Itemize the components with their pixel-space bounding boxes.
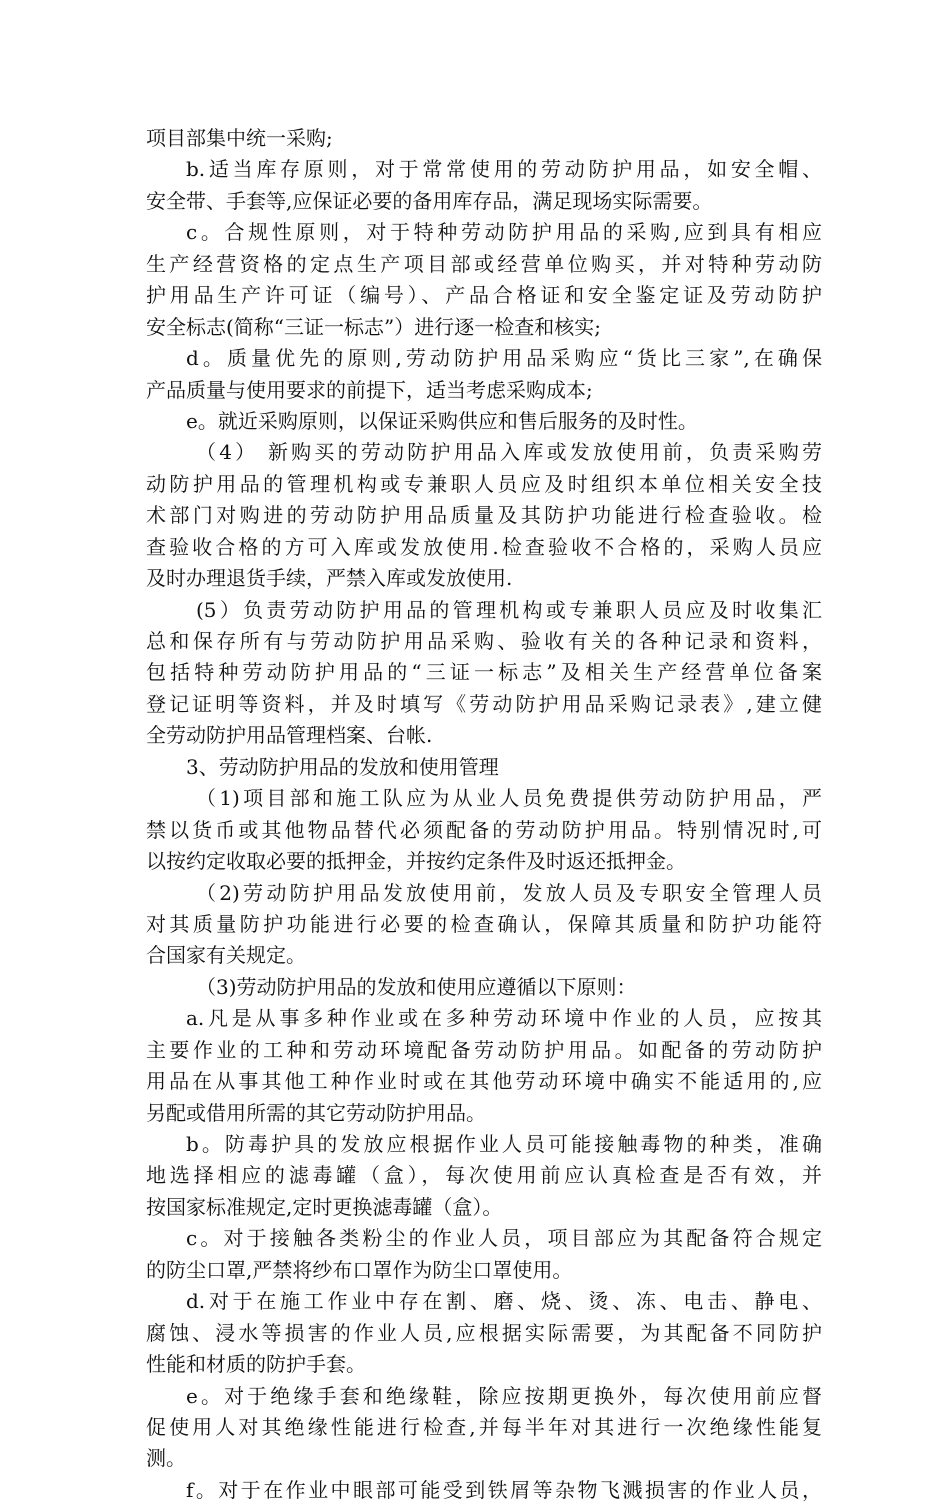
text-line: 护用品生产许可证（编号）、产品合格证和安全鉴定证及劳动防护 bbox=[146, 283, 822, 308]
text-line: （4） 新购买的劳动防护用品入库或发放使用前，负责采购劳 bbox=[196, 440, 822, 465]
text-line: 查验收合格的方可入库或发放使用.检查验收不合格的，采购人员应 bbox=[146, 534, 822, 559]
text-line: （2)劳动防护用品发放使用前，发放人员及专职安全管理人员 bbox=[196, 880, 822, 905]
text-line: e。就近采购原则，以保证采购供应和售后服务的及时性。 bbox=[186, 408, 698, 433]
text-line: 全劳动防护用品管理档案、台帐. bbox=[146, 723, 433, 748]
text-line: 产品质量与使用要求的前提下，适当考虑采购成本; bbox=[146, 377, 593, 402]
text-line: 按国家标准规定,定时更换滤毒罐（盒）。 bbox=[146, 1194, 503, 1219]
text-line: 另配或借用所需的其它劳动防护用品。 bbox=[146, 1100, 486, 1125]
text-line: 对其质量防护功能进行必要的检查确认，保障其质量和防护功能符 bbox=[146, 911, 822, 936]
text-line: a.凡是从事多种作业或在多种劳动环境中作业的人员，应按其 bbox=[186, 1006, 822, 1031]
text-line: 及时办理退货手续，严禁入库或发放使用. bbox=[146, 566, 513, 591]
text-line: c。合规性原则，对于特种劳动防护用品的采购,应到具有相应 bbox=[186, 220, 822, 245]
text-line: 包括特种劳动防护用品的“三证一标志”及相关生产经营单位备案 bbox=[146, 660, 822, 685]
text-line: b。防毒护具的发放应根据作业人员可能接触毒物的种类，准确 bbox=[186, 1132, 822, 1156]
text-line: 测。 bbox=[146, 1446, 186, 1471]
text-line: 安全带、手套等,应保证必要的备用库存品，满足现场实际需要。 bbox=[146, 188, 713, 213]
text-line: 动防护用品的管理机构或专兼职人员应及时组织本单位相关安全技 bbox=[146, 471, 822, 496]
text-line: 促使用人对其绝缘性能进行检查,并每半年对其进行一次绝缘性能复 bbox=[146, 1414, 822, 1439]
text-line: 用品在从事其他工种作业时或在其他劳动环境中确实不能适用的,应 bbox=[146, 1069, 822, 1094]
text-line: 合国家有关规定。 bbox=[146, 943, 306, 968]
section-heading: 3、劳动防护用品的发放和使用管理 bbox=[186, 754, 499, 779]
text-line: c。对于接触各类粉尘的作业人员，项目部应为其配备符合规定 bbox=[186, 1226, 822, 1251]
text-line: (5）负责劳动防护用品的管理机构或专兼职人员应及时收集汇 bbox=[196, 597, 822, 622]
text-line: 以按约定收取必要的抵押金，并按约定条件及时返还抵押金。 bbox=[146, 849, 686, 874]
text-line: b.适当库存原则，对于常常使用的劳动防护用品，如安全帽、 bbox=[186, 157, 822, 182]
text-line: 生产经营资格的定点生产项目部或经营单位购买，并对特种劳动防 bbox=[146, 251, 822, 276]
text-line: 安全标志(简称“三证一标志”）进行逐一检查和核实; bbox=[146, 314, 601, 339]
text-line: 地选择相应的滤毒罐（盒），每次使用前应认真检查是否有效，并 bbox=[146, 1163, 822, 1188]
text-line: 总和保存所有与劳动防护用品采购、验收有关的各种记录和资料， bbox=[146, 629, 822, 653]
text-line: 术部门对购进的劳动防护用品质量及其防护功能进行检查验收。检 bbox=[146, 503, 822, 528]
text-line: 禁以货币或其他物品替代必须配备的劳动防护用品。特别情况时,可 bbox=[146, 817, 822, 842]
text-line: 项目部集中统一采购; bbox=[146, 126, 333, 150]
text-line: 腐蚀、浸水等损害的作业人员,应根据实际需要，为其配备不同防护 bbox=[146, 1320, 822, 1345]
document-page bbox=[146, 123, 822, 1506]
text-line: 的防尘口罩,严禁将纱布口罩作为防尘口罩使用。 bbox=[146, 1257, 573, 1282]
text-line: e。对于绝缘手套和绝缘鞋，除应按期更换外，每次使用前应督 bbox=[186, 1383, 822, 1408]
text-line: 登记证明等资料，并及时填写《劳动防护用品采购记录表》,建立健 bbox=[146, 691, 822, 716]
text-line: 主要作业的工种和劳动环境配备劳动防护用品。如配备的劳动防护 bbox=[146, 1037, 822, 1062]
text-line: f。对于在作业中眼部可能受到铁屑等杂物飞溅损害的作业人员， bbox=[186, 1477, 822, 1502]
text-line: （3)劳动防护用品的发放和使用应遵循以下原则： bbox=[196, 974, 637, 999]
text-line: d.对于在施工作业中存在割、磨、烧、烫、冻、电击、静电、 bbox=[186, 1289, 822, 1314]
text-line: 性能和材质的防护手套。 bbox=[146, 1352, 366, 1377]
text-line: （1)项目部和施工队应为从业人员免费提供劳动防护用品，严 bbox=[196, 786, 822, 811]
text-line: d。质量优先的原则,劳动防护用品采购应“货比三家”,在确保 bbox=[186, 346, 822, 371]
